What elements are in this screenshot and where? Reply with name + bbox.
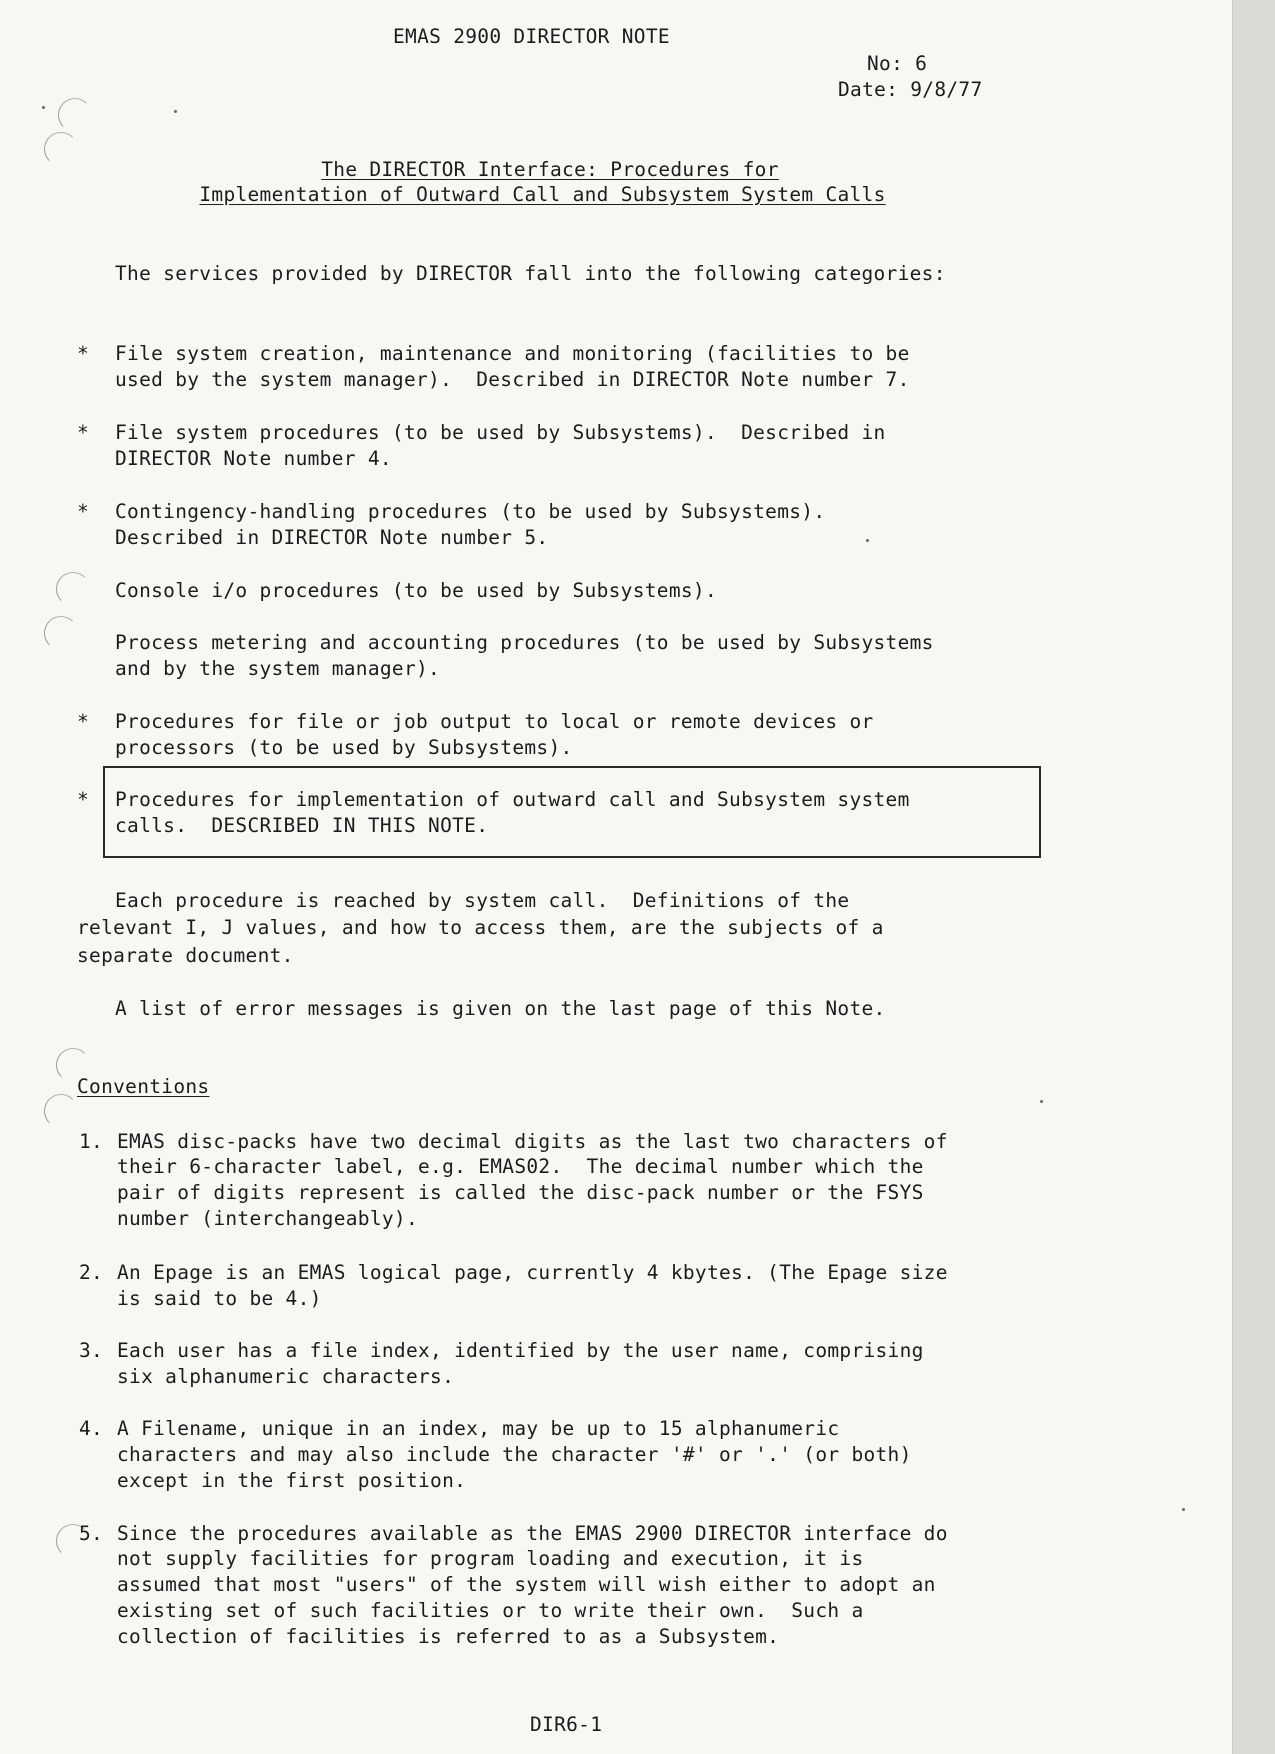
convention-line: number (interchangeably). (117, 1207, 418, 1230)
note-number: No: 6 (867, 52, 928, 75)
category-item-line: DIRECTOR Note number 4. (115, 447, 392, 470)
category-item-line: used by the system manager). Described in DIRECTOR Note number 7. (115, 368, 910, 391)
convention-line: is said to be 4.) (117, 1287, 322, 1310)
category-item-line: File system creation, maintenance and monitoring (facilities to be (115, 342, 910, 365)
convention-line: except in the first position. (117, 1469, 467, 1492)
category-item-line: Procedures for file or job output to local or remote devices or (115, 710, 874, 733)
conventions-heading: Conventions (77, 1075, 210, 1098)
convention-line: Each user has a file index, identified by the user name, comprising (117, 1339, 924, 1362)
intro-paragraph: The services provided by DIRECTOR fall into the following categories: (115, 262, 946, 285)
punch-hole (58, 98, 92, 132)
category-item-line: File system procedures (to be used by Subsystems). Described in (115, 421, 886, 444)
bullet-star: * (77, 788, 90, 811)
category-item-line: Console i/o procedures (to be used by Subsystems). (115, 579, 717, 602)
convention-line: An Epage is an EMAS logical page, currently 4 kbytes. (The Epage size (117, 1261, 948, 1284)
convention-line: assumed that most "users" of the system will wish either to adopt an (117, 1573, 936, 1596)
category-item-line: Process metering and accounting procedures (to be used by Subsystems (115, 631, 934, 654)
convention-number: 5. (79, 1522, 104, 1545)
category-item-line: processors (to be used by Subsystems). (115, 736, 573, 759)
punch-hole (44, 1094, 78, 1128)
convention-line: not supply facilities for program loading and execution, it is (117, 1547, 864, 1570)
bullet-star: * (77, 342, 90, 365)
punch-hole (56, 572, 90, 606)
bullet-star: * (77, 500, 90, 523)
bullet-star: * (77, 710, 90, 733)
speck (1182, 1508, 1185, 1511)
punch-hole (44, 616, 78, 650)
category-item-line: and by the system manager). (115, 657, 441, 680)
convention-number: 3. (79, 1339, 104, 1362)
convention-line: their 6-character label, e.g. EMAS02. The decimal number which the (117, 1155, 924, 1178)
convention-line: six alphanumeric characters. (117, 1365, 455, 1388)
convention-number: 2. (79, 1261, 104, 1284)
convention-line: Since the procedures available as the EMAS 2900 DIRECTOR interface do (117, 1522, 948, 1545)
speck (866, 539, 869, 542)
category-item-line: Procedures for implementation of outward call and Subsystem system (115, 788, 910, 811)
speck (174, 110, 177, 113)
paragraph-line: separate document. (77, 944, 294, 967)
paragraph-line: A list of error messages is given on the last page of this Note. (115, 997, 886, 1020)
convention-number: 4. (79, 1417, 104, 1440)
convention-line: pair of digits represent is called the disc-pack number or the FSYS (117, 1181, 924, 1204)
convention-number: 1. (79, 1130, 104, 1153)
note-date: Date: 9/8/77 (838, 78, 983, 101)
convention-line: EMAS disc-packs have two decimal digits as the last two characters of (117, 1130, 948, 1153)
page-footer: DIR6-1 (530, 1713, 603, 1736)
convention-line: A Filename, unique in an index, may be up to 15 alphanumeric (117, 1417, 840, 1440)
speck (42, 106, 45, 109)
document-title-line1: The DIRECTOR Interface: Procedures for (321, 158, 779, 181)
speck (1040, 1100, 1043, 1103)
paragraph-line: Each procedure is reached by system call. Definitions of the (115, 889, 850, 912)
document-title-line2: Implementation of Outward Call and Subsystem System Calls (199, 183, 886, 206)
paragraph-line: relevant I, J values, and how to access them, are the subjects of a (77, 916, 884, 939)
convention-line: existing set of such facilities or to write their own. Such a (117, 1599, 864, 1622)
convention-line: characters and may also include the character '#' or '.' (or both) (117, 1443, 912, 1466)
convention-line: collection of facilities is referred to as a Subsystem. (117, 1625, 780, 1648)
header-title: EMAS 2900 DIRECTOR NOTE (393, 25, 670, 48)
category-item-line: Described in DIRECTOR Note number 5. (115, 526, 549, 549)
category-item-line: calls. DESCRIBED IN THIS NOTE. (115, 814, 489, 837)
category-item-line: Contingency-handling procedures (to be used by Subsystems). (115, 500, 826, 523)
bullet-star: * (77, 421, 90, 444)
